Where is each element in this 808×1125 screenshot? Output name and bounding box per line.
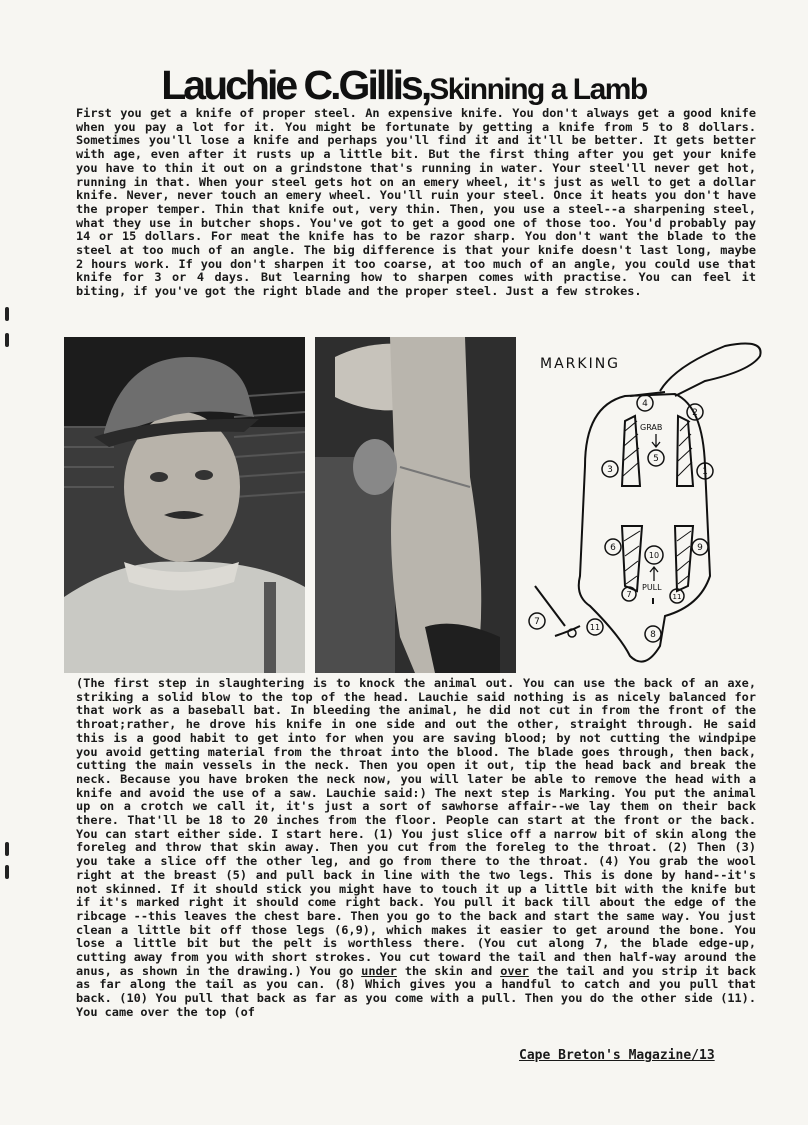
- hands-photo: [315, 337, 516, 673]
- title-name: Lauchie C.Gillis,: [161, 62, 430, 108]
- body-text-part2: the tail and you strip it back as far along the tail as you can. (8) Which gives you a handful to catch and you pull that back. (10) You pull that back as far as you come with a pull. Then you do the other side (11). You came over the top (of: [76, 963, 756, 1019]
- margin-mark: [5, 842, 9, 856]
- diagram-number-2: 2: [692, 408, 698, 418]
- diagram-number-10: 10: [648, 551, 660, 560]
- margin-mark: [5, 865, 9, 879]
- margin-mark: [5, 307, 9, 321]
- body-text-mid: the skin and: [396, 963, 501, 978]
- diagram-number-8: 8: [650, 630, 656, 640]
- marking-diagram: [525, 336, 780, 671]
- diagram-number-5: 5: [653, 454, 659, 464]
- intro-paragraph: First you get a knife of proper steel. An expensive knife. You don't always get a good knife when you pay a lot for it. You might be fortunate by getting a knife from 5 to 8 dollars. Sometimes you'll lose a knife and perhaps you'll find it and it'll be better. It gets better with age, even after it rusts up a little bit. But the first thing after you get your knife you have to thin it out on a grindstone that's running in water. Your steel'll never get hot, running in that. When your steel gets hot on an emery wheel, it's just as well to get a dollar knife. Never, never touch an emery wheel. You'll ruin your steel. Once it heats you don't have the proper temper. Thin that knife out, very thin. Then, you use a steel--a sharpening steel, what they use in butcher shops. You've got to get a good one of those too. You'd probably pay 14 or 15 dollars. For meat the knife has to be razor sharp. You don't want the blade to the steel at too much of an angle. The big difference is that your knife doesn't last long, maybe 2 hours work. If you don't sharpen it too coarse, at too much of an angle, you could use that knife for 3 or 4 days. But learning how to sharpen comes with practise. You can feel it biting, if you've got the right blade and the proper steel. Just a few strokes.: [76, 106, 756, 299]
- diagram-number-1: 1: [702, 467, 708, 477]
- diagram-number-11: 11: [672, 593, 682, 601]
- portrait-photo: [64, 337, 305, 673]
- margin-mark: [5, 333, 9, 347]
- diagram-grab-label: GRAB: [640, 423, 663, 432]
- diagram-number-6: 6: [610, 543, 616, 553]
- body-text-part1: (The first step in slaughtering is to knock the animal out. You can use the back of an axe, striking a solid blow to the top of the head. Lauchie said nothing is as nicely balanced for that work as a baseball bat. In bleeding the animal, he did not cut in from the front of the throat;rather, he drove his knife in one side and out the other, straight through. He said this is a good habit to get into for when you are saving blood; by not cutting the windpipe you avoid getting material from the throat into the blood. The blade goes through, then back, cutting the main vessels in the neck. Then you open it out, tip the head back and break the neck. Because you have broken the neck now, you will later be able to remove the head with a knife and avoid the use of a saw. Lauchie said:) The next step is Marking. You put the animal up on a crotch we call it, it's just a sort of sawhorse affair--we lay them on their back there. That'll be 18 to 20 inches from the floor. People can start at the front or the back. You can start either side. I start here. (1) You just slice off a narrow bit of skin along the foreleg and throw that skin away. Then you cut from the foreleg to the throat. (2) Then (3) you take a slice off the other leg, and go from there to the throat. (4) You grab the wool right at the breast (5) and pull back in line with the two legs. This is done by hand--it's not skinned. If it should stick you might have to touch it up a little bit with the knife but if it's marked right it should come right back. You pull it back till about the edge of the ribcage --this leaves the chest bare. Then you go to the back and start the same way. You just clean a little bit off those legs (6,9), which makes it easier to get around the bone. You lose a little bit but the pelt is worthless there. (You cut along 7, the blade edge-up, cutting away from you with short strokes. You cut toward the tail and then half-way around the anus, as shown in the drawing.) You go: [76, 676, 756, 978]
- diagram-heading: MARKING: [540, 356, 621, 372]
- diagram-number-7-detail: 7: [534, 617, 540, 627]
- diagram-pull-label: PULL: [642, 583, 662, 592]
- article-title: [0, 62, 808, 109]
- title-subtitle: Skinning a Lamb: [429, 73, 647, 106]
- diagram-number-9: 9: [697, 543, 703, 553]
- page-footer: Cape Breton's Magazine/13: [519, 1048, 715, 1063]
- diagram-number-4: 4: [642, 399, 648, 409]
- diagram-number-11-detail: 11: [589, 623, 601, 632]
- body-underline-under: under: [361, 963, 397, 978]
- body-underline-over: over: [500, 963, 529, 978]
- body-paragraph: [76, 677, 756, 1020]
- diagram-number-7: 7: [626, 590, 632, 599]
- diagram-number-3: 3: [607, 465, 613, 475]
